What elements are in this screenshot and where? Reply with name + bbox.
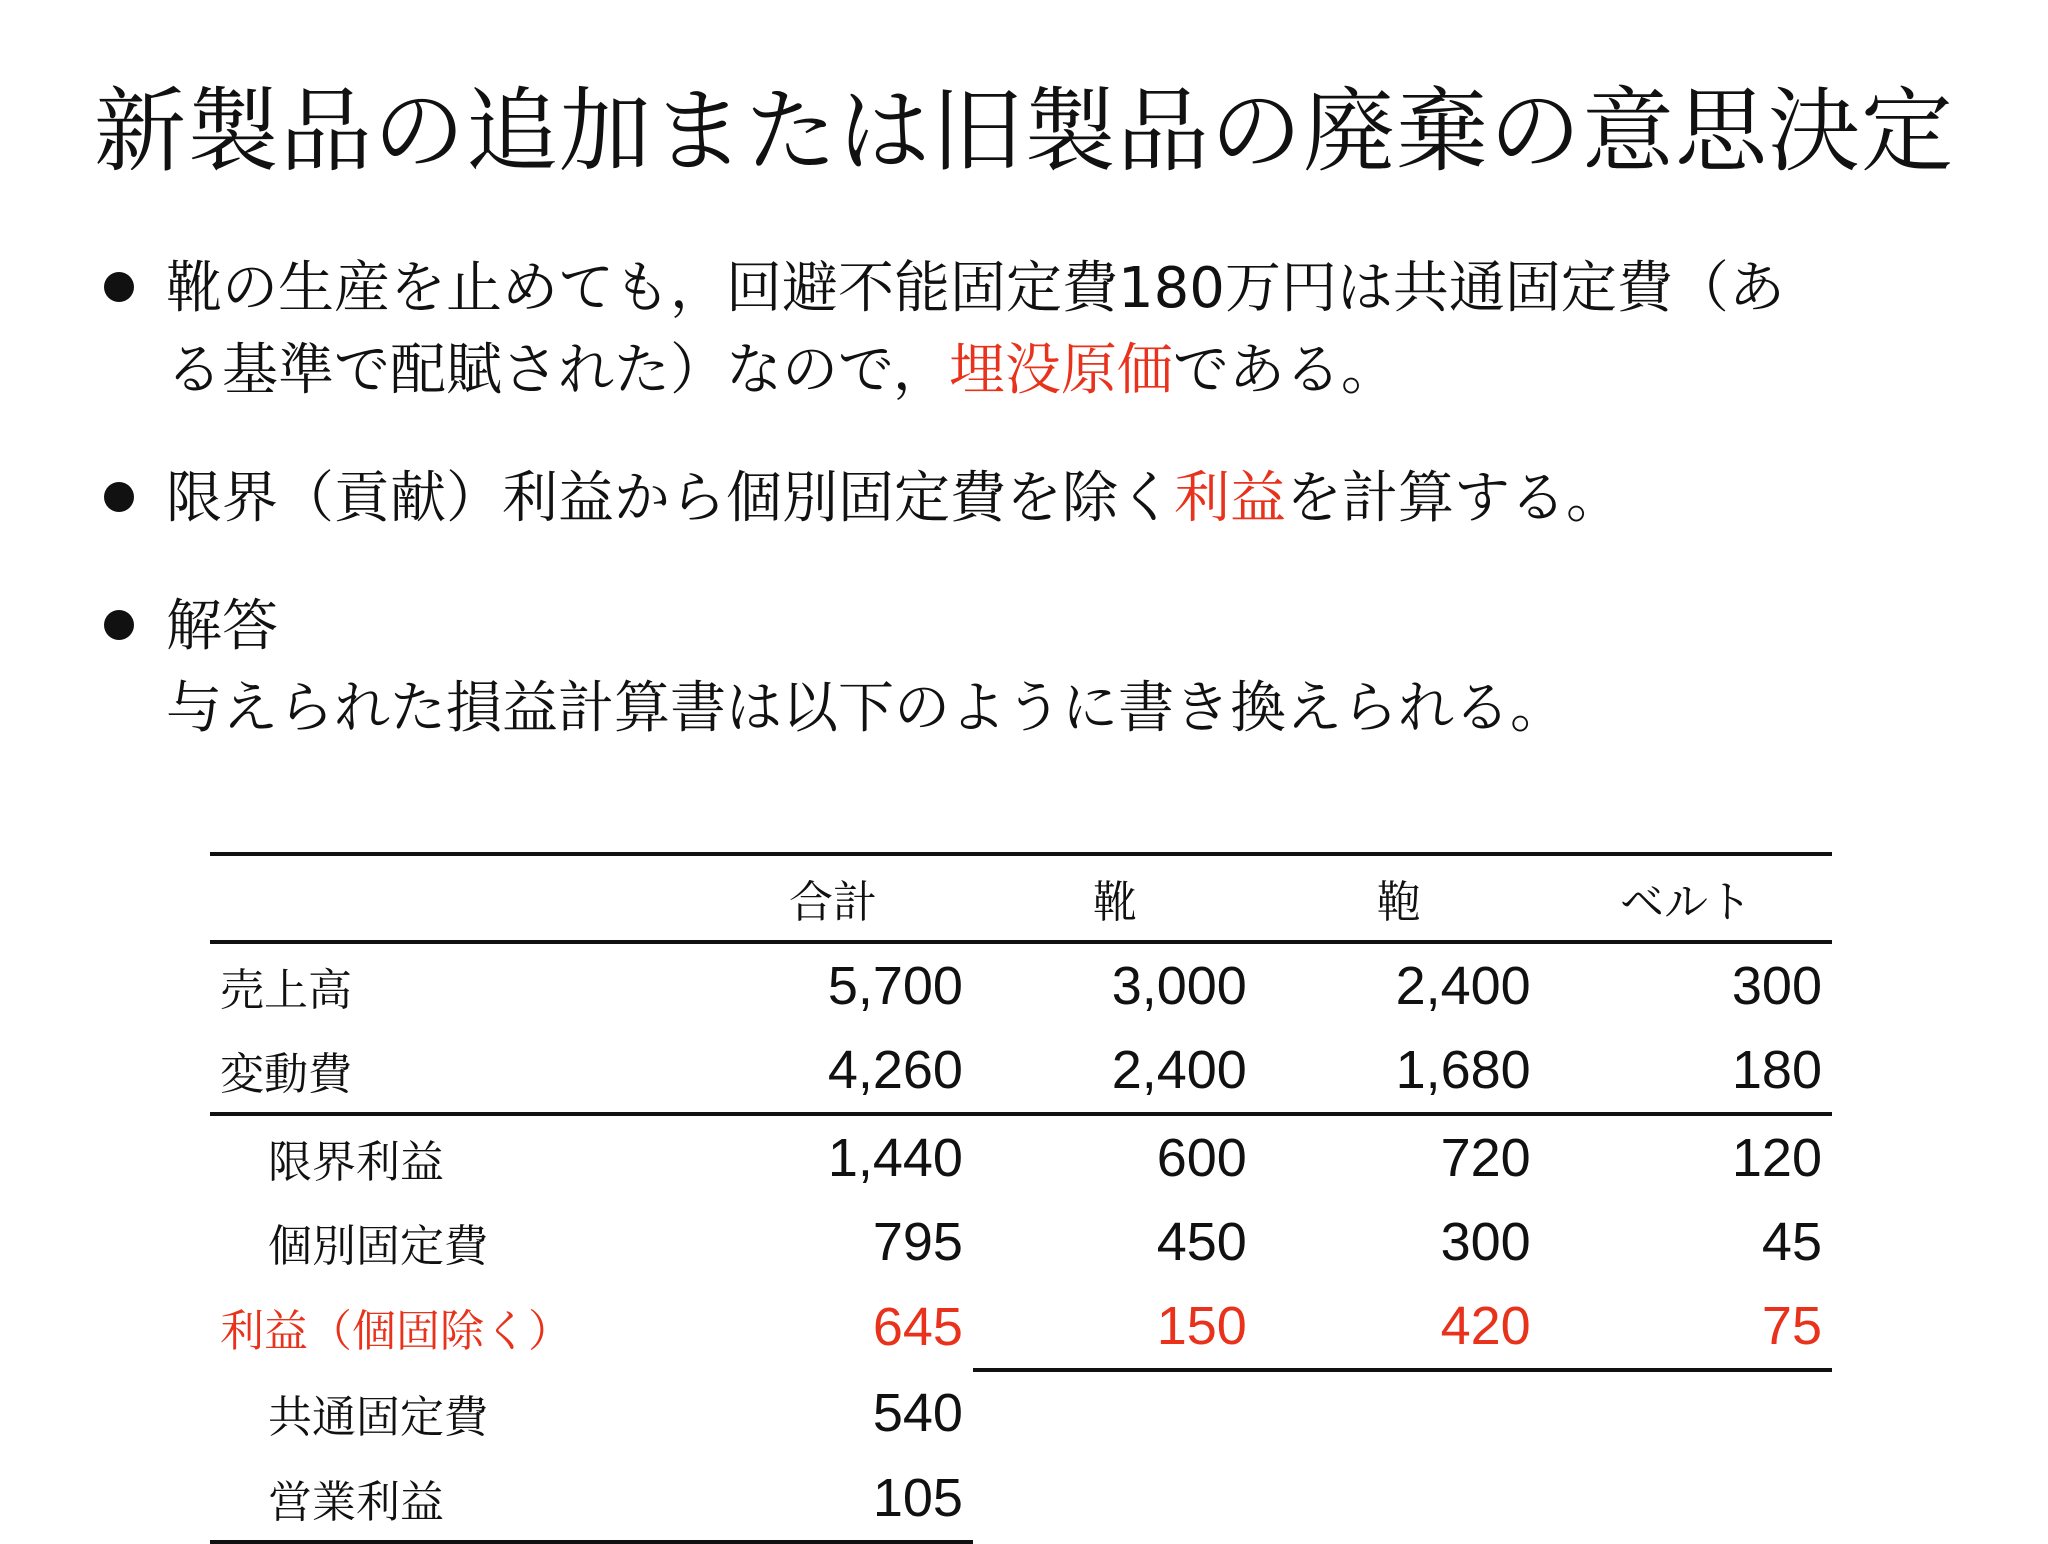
cell-empty: [973, 1456, 1257, 1542]
cell-total: 4,260: [827, 1040, 963, 1100]
row-label: 営業利益: [210, 1456, 689, 1542]
cell-shoes: 450: [1156, 1212, 1247, 1272]
table-row: [210, 1028, 1832, 1114]
cell-empty: [1541, 1370, 1832, 1456]
table-row: [210, 1200, 1832, 1284]
bullet-text-line: [166, 330, 2020, 412]
row-label: 限界利益: [210, 1114, 689, 1200]
income-statement-table: [210, 852, 1832, 1544]
header-total: 合計: [689, 854, 973, 942]
cell-bags: 2,400: [1395, 956, 1531, 1016]
table-header-row: [210, 854, 1832, 942]
bullet-list: [100, 248, 2020, 750]
cell-bags: 1,680: [1395, 1040, 1531, 1100]
cell-total: 795: [872, 1212, 963, 1272]
highlight-profit: 利益: [1174, 466, 1286, 531]
cell-empty: [1257, 1456, 1541, 1542]
header-shoes: 靴: [973, 854, 1257, 942]
bullet-text: 限界（貢献）利益から個別固定費を除く: [166, 466, 1174, 531]
cell-empty: [973, 1370, 1257, 1456]
cell-belts: 75: [1761, 1296, 1822, 1356]
bullet-text-line: 靴の生産を止めても，回避不能固定費180万円は共通固定費（あ: [166, 256, 1785, 321]
cell-total: 105: [689, 1456, 973, 1542]
table-row: [210, 1370, 1832, 1456]
highlight-sunk-cost: 埋没原価: [948, 338, 1173, 403]
table-row: [210, 1284, 1832, 1370]
cell-shoes: 3,000: [1111, 956, 1247, 1016]
row-label: 共通固定費: [268, 1392, 488, 1443]
bullet-sunk-cost: [100, 248, 2020, 412]
bullet-segment-profit: [100, 458, 2020, 540]
cell-bags: 420: [1440, 1296, 1531, 1356]
cell-shoes: 600: [973, 1114, 1257, 1200]
header-blank: [210, 854, 689, 942]
cell-belts: 180: [1731, 1040, 1822, 1100]
header-bags: 鞄: [1257, 854, 1541, 942]
row-label: 利益（個固除く）: [220, 1306, 572, 1357]
cell-belts: 300: [1731, 956, 1822, 1016]
cell-total: 540: [872, 1383, 963, 1443]
cell-total: 645: [872, 1297, 963, 1357]
bullet-text-line: 解答: [166, 594, 278, 659]
bullet-text: を計算する。: [1286, 466, 1622, 531]
bullet-dot-icon: [104, 610, 134, 640]
table-row: [210, 942, 1832, 1028]
cell-belts: 120: [1541, 1114, 1832, 1200]
table-row: [210, 1456, 1832, 1542]
row-label: 個別固定費: [268, 1221, 488, 1272]
bullet-text: る基準で配賦された）なので，: [166, 338, 949, 403]
cell-bags: 720: [1257, 1114, 1541, 1200]
bullet-text-line: 与えられた損益計算書は以下のように書き換えられる。: [166, 676, 1566, 741]
cell-belts: 45: [1761, 1212, 1822, 1272]
cell-total: 5,700: [827, 956, 963, 1016]
slide-title: 新製品の追加または旧製品の廃棄の意思決定: [93, 78, 1954, 185]
cell-shoes: 2,400: [1111, 1040, 1247, 1100]
row-label: 変動費: [220, 1049, 352, 1100]
cell-empty: [1541, 1456, 1832, 1542]
cell-total: 1,440: [689, 1114, 973, 1200]
bullet-dot-icon: [104, 272, 134, 302]
cell-empty: [1257, 1370, 1541, 1456]
bullet-text-line: [166, 458, 2020, 540]
bullet-dot-icon: [104, 482, 134, 512]
row-label: 売上高: [220, 965, 352, 1016]
header-belts: ベルト: [1541, 854, 1832, 942]
bullet-text: である。: [1172, 338, 1397, 403]
cell-bags: 300: [1440, 1212, 1531, 1272]
bullet-answer: [100, 586, 2020, 750]
cell-shoes: 150: [1156, 1296, 1247, 1356]
table-row: [210, 1114, 1832, 1200]
